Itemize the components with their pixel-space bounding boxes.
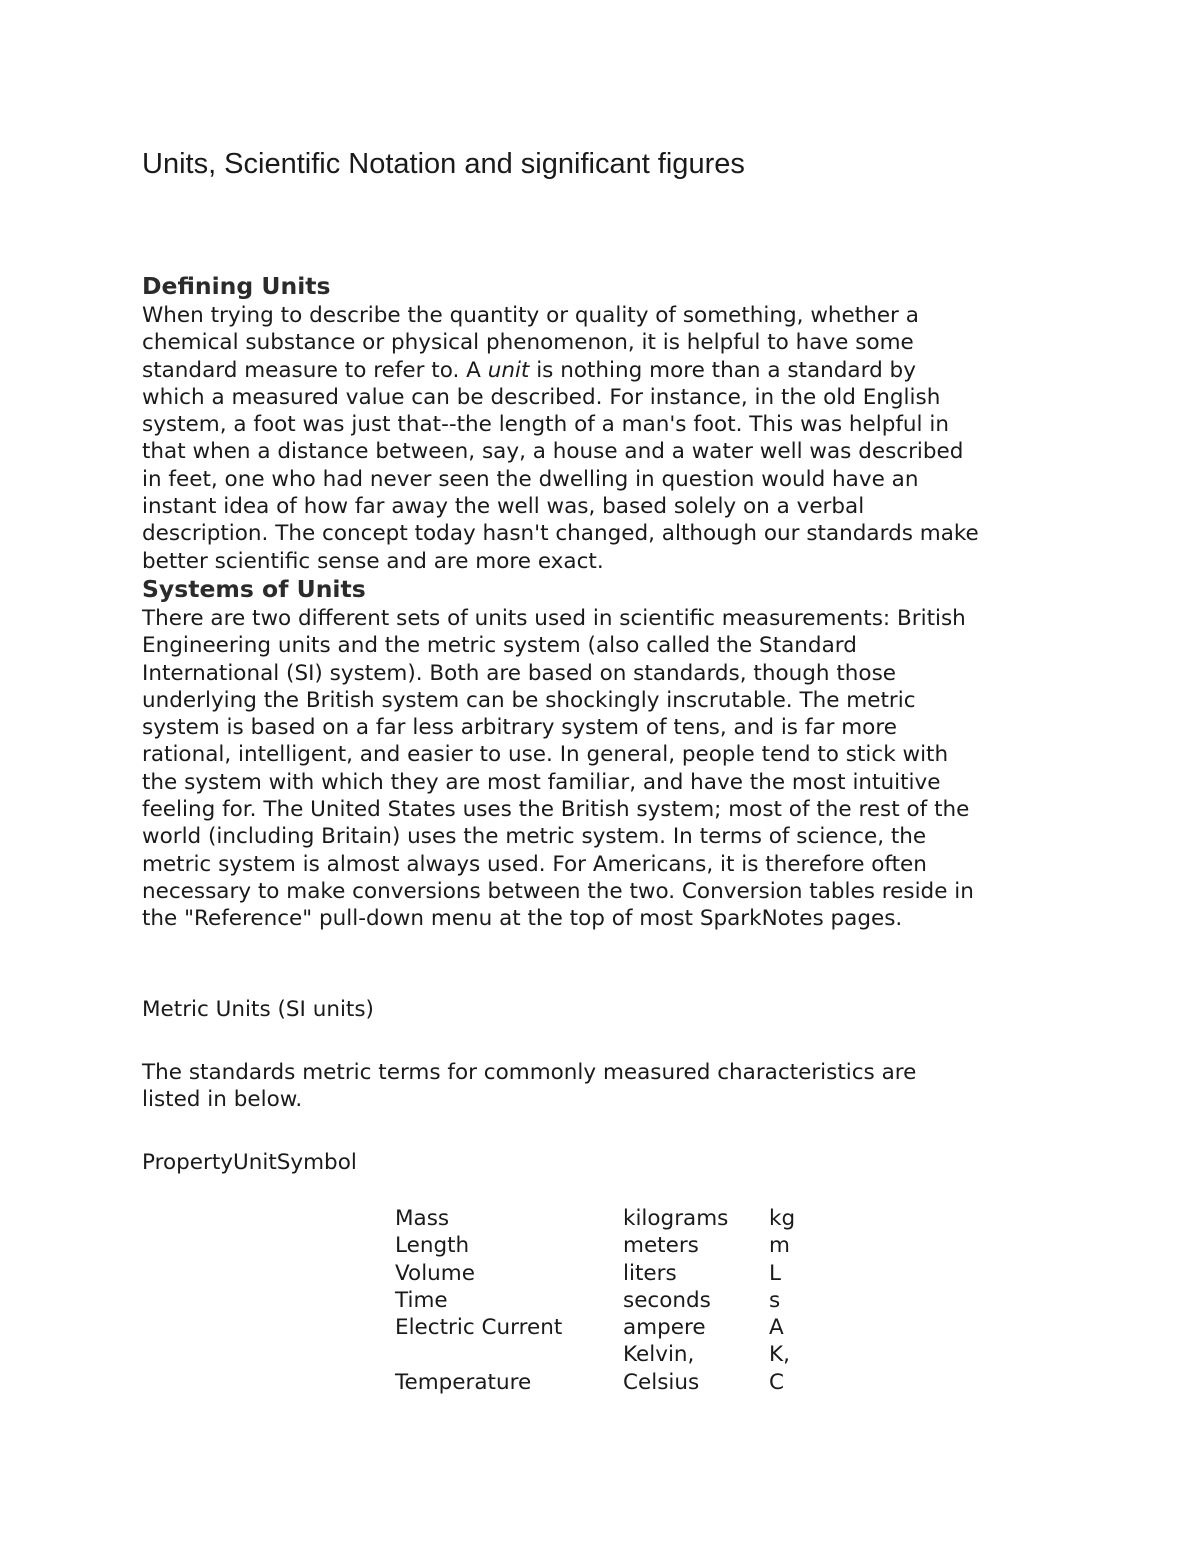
paragraph-text: is nothing more than a standard by — [529, 357, 916, 383]
paragraph-line: When trying to describe the quantity or quality of something, whether a — [142, 303, 919, 328]
paragraph-line: better scientific sense and are more exact. — [142, 548, 604, 574]
property-cell: Mass — [395, 1206, 450, 1231]
paragraph-line: underlying the British system can be shockingly inscrutable. The metric — [142, 687, 916, 713]
paragraph-line: in feet, one who had never seen the dwelling in question would have an — [142, 466, 919, 492]
defining-units-heading: Defining Units — [142, 272, 331, 300]
paragraph-line: world (including Britain) uses the metric system. In terms of science, the — [142, 824, 927, 850]
systems-of-units-heading: Systems of Units — [142, 575, 366, 603]
paragraph-line: Engineering units and the metric system (also called the Standard — [142, 633, 857, 659]
property-cell: Electric Current — [395, 1315, 563, 1341]
table-row — [395, 1287, 809, 1314]
table-row — [395, 1205, 809, 1232]
symbol-cell: K, — [769, 1342, 790, 1368]
defining-units-paragraph — [142, 302, 1072, 575]
metric-units-heading: Metric Units (SI units) — [142, 997, 374, 1022]
symbol-cell: C — [769, 1369, 785, 1395]
table-row — [395, 1369, 809, 1396]
table-row — [395, 1314, 809, 1341]
paragraph-line: The standards metric terms for commonly measured characteristics are — [142, 1060, 917, 1085]
paragraph-line: feeling for. The United States uses the British system; most of the rest of the — [142, 797, 970, 823]
unit-cell: liters — [623, 1260, 677, 1286]
paragraph-line: system is based on a far less arbitrary system of tens, and is far more — [142, 715, 897, 741]
paragraph-line — [142, 357, 1072, 384]
unit-cell: seconds — [623, 1287, 711, 1313]
paragraph-line: listed in below. — [142, 1087, 303, 1113]
symbol-cell: A — [769, 1315, 784, 1341]
paragraph-line: system, a foot was just that--the length of a man's foot. This was helpful in — [142, 412, 949, 438]
units-table-header: PropertyUnitSymbol — [142, 1150, 357, 1175]
unit-emphasis: unit — [487, 357, 530, 383]
systems-of-units-paragraph — [142, 605, 1072, 933]
paragraph-line: metric system is almost always used. For Americans, it is therefore often — [142, 851, 927, 877]
unit-cell: Celsius — [623, 1369, 700, 1395]
property-cell — [395, 1341, 623, 1368]
unit-cell: kilograms — [623, 1206, 729, 1231]
unit-cell: ampere — [623, 1315, 706, 1341]
property-cell: Temperature — [395, 1369, 532, 1395]
property-cell: Length — [395, 1233, 470, 1259]
paragraph-line: chemical substance or physical phenomenon, it is helpful to have some — [142, 330, 914, 356]
symbol-cell: s — [769, 1287, 781, 1313]
paragraph-line: instant idea of how far away the well was, based solely on a verbal — [142, 494, 865, 520]
paragraph-line: the "Reference" pull-down menu at the top of most SparkNotes pages. — [142, 906, 903, 932]
document-title: Units, Scientific Notation and significant figures — [142, 148, 745, 180]
unit-cell: Kelvin, — [623, 1342, 695, 1368]
paragraph-line: description. The concept today hasn't changed, although our standards make — [142, 521, 979, 547]
paragraph-line: necessary to make conversions between the two. Conversion tables reside in — [142, 878, 974, 904]
paragraph-line: International (SI) system). Both are based on standards, though those — [142, 660, 897, 686]
symbol-cell: L — [769, 1260, 781, 1286]
symbol-cell: m — [769, 1233, 790, 1259]
paragraph-line: which a measured value can be described. For instance, in the old English — [142, 384, 941, 410]
paragraph-line: that when a distance between, say, a house and a water well was described — [142, 439, 964, 465]
property-cell: Volume — [395, 1260, 475, 1286]
paragraph-line: the system with which they are most familiar, and have the most intuitive — [142, 769, 941, 795]
unit-cell: meters — [623, 1233, 699, 1259]
metric-units-intro — [142, 1059, 916, 1114]
paragraph-line: rational, intelligent, and easier to use. In general, people tend to stick with — [142, 742, 949, 768]
paragraph-text: standard measure to refer to. A — [142, 357, 488, 383]
table-row — [395, 1260, 809, 1287]
units-table — [395, 1205, 809, 1396]
symbol-cell: kg — [769, 1206, 796, 1231]
paragraph-line: There are two different sets of units used in scientific measurements: British — [142, 606, 966, 631]
property-cell: Time — [395, 1287, 448, 1313]
table-row — [395, 1232, 809, 1259]
table-row — [395, 1341, 809, 1368]
